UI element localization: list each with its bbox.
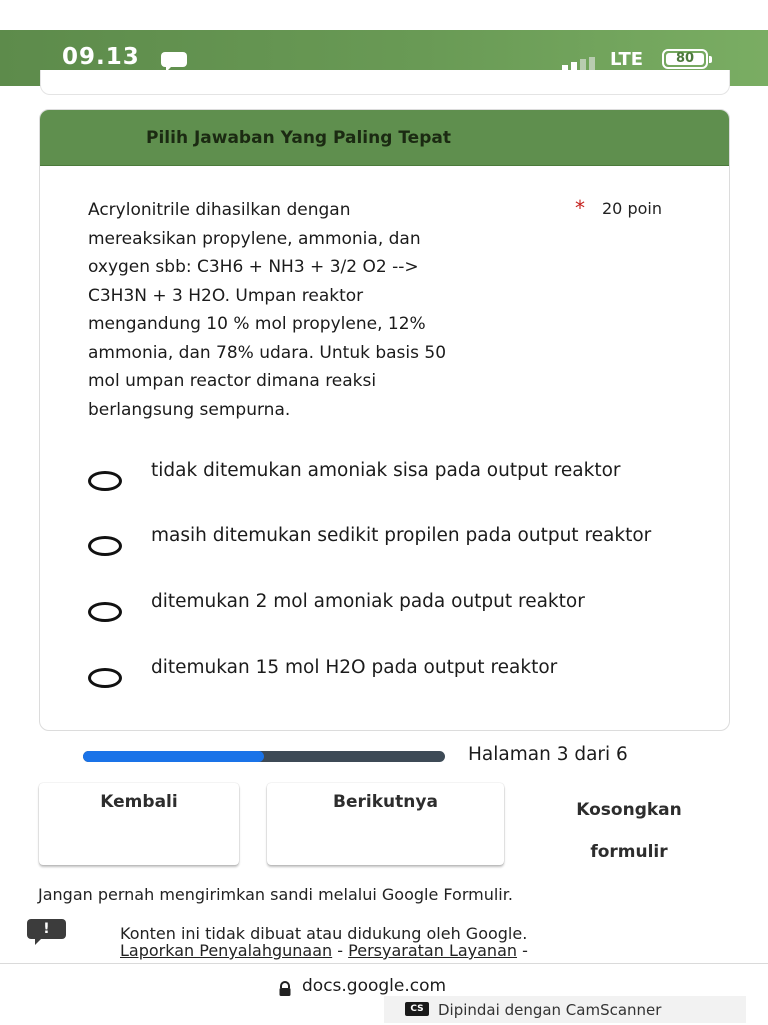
terms-link[interactable]: Persyaratan Layanan — [348, 941, 518, 960]
report-abuse-link[interactable]: Laporkan Penyalahgunaan — [120, 941, 333, 960]
report-icon: ! — [27, 919, 66, 939]
radio-button[interactable] — [88, 536, 122, 556]
previous-card-edge — [40, 70, 730, 95]
clear-form-button[interactable] — [534, 789, 724, 873]
question-points: 20 poin — [602, 199, 662, 218]
browser-url-bar[interactable] — [0, 963, 768, 1025]
link-separator: - — [337, 941, 344, 960]
top-margin — [0, 0, 768, 30]
camscanner-logo-icon: CS — [405, 1002, 429, 1016]
page-indicator: Halaman 3 dari 6 — [468, 744, 628, 765]
next-button[interactable] — [267, 783, 504, 865]
network-type: LTE — [610, 49, 644, 70]
option-label[interactable]: tidak ditemukan amoniak sisa pada output reaktor — [151, 460, 621, 481]
clear-form-label-line2[interactable]: formulir — [590, 842, 668, 862]
url-text[interactable]: docs.google.com — [302, 976, 447, 996]
lock-icon — [278, 981, 292, 1001]
section-title: Pilih Jawaban Yang Paling Tepat — [146, 128, 451, 148]
back-button-label[interactable]: Kembali — [100, 792, 178, 812]
question-text: Acrylonitrile dihasilkan dengan mereaksikan propylene, ammonia, dan oxygen sbb: C3H6 + NH3 + 3/2 O2 --> C3H3N + 3 H2O. Umpan reaktor mengandung 10 % mol propylene, 12% ammonia, dan 78% udara. Untuk basis 50 mol umpan reactor dimana reaksi berlangsung sempurna. — [88, 200, 447, 420]
progress-bar — [83, 751, 445, 762]
clear-form-label-line1[interactable]: Kosongkan — [576, 800, 682, 820]
required-marker: * — [575, 196, 585, 220]
battery-level: 80 — [666, 53, 704, 65]
option-label[interactable]: ditemukan 2 mol amoniak pada output reaktor — [151, 591, 585, 612]
camscanner-watermark — [384, 996, 746, 1023]
battery-icon — [662, 49, 708, 69]
radio-button[interactable] — [88, 668, 122, 688]
question-card — [39, 109, 730, 731]
option-label[interactable]: ditemukan 15 mol H2O pada output reaktor — [151, 657, 558, 678]
status-time: 09.13 — [62, 44, 140, 70]
next-button-label[interactable]: Berikutnya — [333, 792, 438, 812]
google-disclaimer: Konten ini tidak dibuat atau didukung oleh Google. — [120, 924, 528, 943]
radio-button[interactable] — [88, 471, 122, 491]
option-label[interactable]: masih ditemukan sedikit propilen pada output reaktor — [151, 525, 652, 546]
back-button[interactable] — [39, 783, 239, 865]
progress-bar-fill — [83, 751, 264, 762]
radio-button[interactable] — [88, 602, 122, 622]
link-separator: - — [522, 941, 528, 960]
section-header — [40, 110, 729, 166]
password-warning: Jangan pernah mengirimkan sandi melalui Google Formulir. — [38, 885, 513, 904]
camscanner-text: Dipindai dengan CamScanner — [438, 1001, 662, 1019]
footer-links — [120, 941, 528, 960]
